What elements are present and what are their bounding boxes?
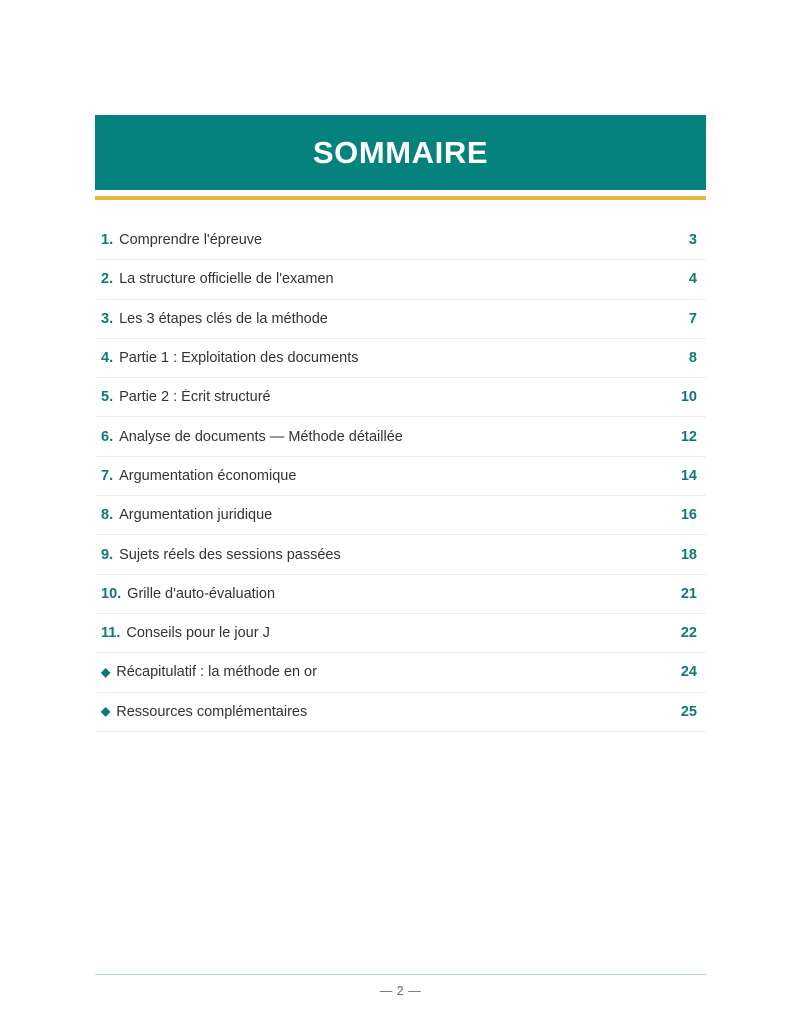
toc-entry-page-number: 25	[680, 703, 697, 720]
toc-row[interactable]	[95, 457, 706, 496]
toc-row[interactable]	[95, 417, 706, 456]
toc-entry-page-number: 12	[680, 428, 697, 445]
toc-entry-number: 2.	[101, 271, 114, 288]
toc-row[interactable]	[95, 378, 706, 417]
toc-entry-page-number: 10	[680, 389, 697, 406]
toc-row[interactable]	[95, 575, 706, 614]
toc-entry-label: Les 3 étapes clés de la méthode	[119, 310, 328, 327]
toc-entry-label: Sujets réels des sessions passées	[119, 546, 341, 563]
footer-divider	[95, 974, 706, 975]
sommaire-banner	[95, 115, 706, 190]
toc-entry-page-number: 7	[688, 310, 697, 327]
toc-entry-page-number: 14	[680, 467, 697, 484]
toc-entry-label: Récapitulatif : la méthode en or	[116, 664, 317, 681]
diamond-bullet-icon: ◆	[101, 664, 111, 679]
toc-entry-label: Argumentation économique	[119, 467, 297, 484]
diamond-bullet-icon: ◆	[101, 704, 111, 719]
toc-entry-number: 9.	[101, 546, 114, 563]
toc-row[interactable]	[95, 339, 706, 378]
toc-entry-label: La structure officielle de l'examen	[119, 271, 334, 288]
table-of-contents	[95, 221, 706, 732]
toc-row[interactable]	[95, 693, 706, 732]
toc-entry-number: 1.	[101, 232, 114, 249]
toc-row[interactable]	[95, 614, 706, 653]
gold-accent-rule	[95, 196, 706, 200]
toc-entry-number: 11.	[101, 625, 121, 642]
toc-row[interactable]	[95, 221, 706, 260]
toc-entry-label: Partie 1 : Exploitation des documents	[119, 350, 359, 367]
toc-entry-number: 4.	[101, 350, 114, 367]
toc-entry-page-number: 16	[680, 507, 697, 524]
toc-entry-page-number: 24	[680, 664, 697, 681]
toc-entry-page-number: 21	[680, 585, 697, 602]
footer-page-number: — 2 —	[379, 984, 422, 998]
toc-entry-label: Analyse de documents — Méthode détaillée	[119, 428, 403, 445]
toc-entry-number: 3.	[101, 310, 114, 327]
toc-entry-number: 5.	[101, 389, 114, 406]
toc-entry-label: Partie 2 : Écrit structuré	[119, 389, 271, 406]
toc-entry-page-number: 3	[688, 232, 697, 249]
toc-row[interactable]	[95, 300, 706, 339]
toc-entry-page-number: 22	[680, 625, 697, 642]
toc-entry-number: 8.	[101, 507, 114, 524]
toc-entry-number: 10.	[101, 585, 122, 602]
toc-entry-label: Grille d'auto-évaluation	[127, 585, 276, 602]
toc-entry-page-number: 4	[688, 271, 697, 288]
page-title: SOMMAIRE	[312, 135, 489, 170]
toc-entry-page-number: 18	[680, 546, 697, 563]
toc-entry-label: Argumentation juridique	[119, 507, 273, 524]
toc-entry-label: Comprendre l'épreuve	[119, 232, 263, 249]
toc-entry-label: Ressources complémentaires	[116, 703, 308, 720]
toc-row[interactable]	[95, 653, 706, 692]
toc-entry-page-number: 8	[688, 350, 697, 367]
toc-row[interactable]	[95, 496, 706, 535]
toc-entry-number: 7.	[101, 467, 114, 484]
toc-row[interactable]	[95, 260, 706, 299]
toc-entry-label: Conseils pour le jour J	[126, 625, 270, 642]
toc-row[interactable]	[95, 535, 706, 574]
toc-entry-number: 6.	[101, 428, 114, 445]
